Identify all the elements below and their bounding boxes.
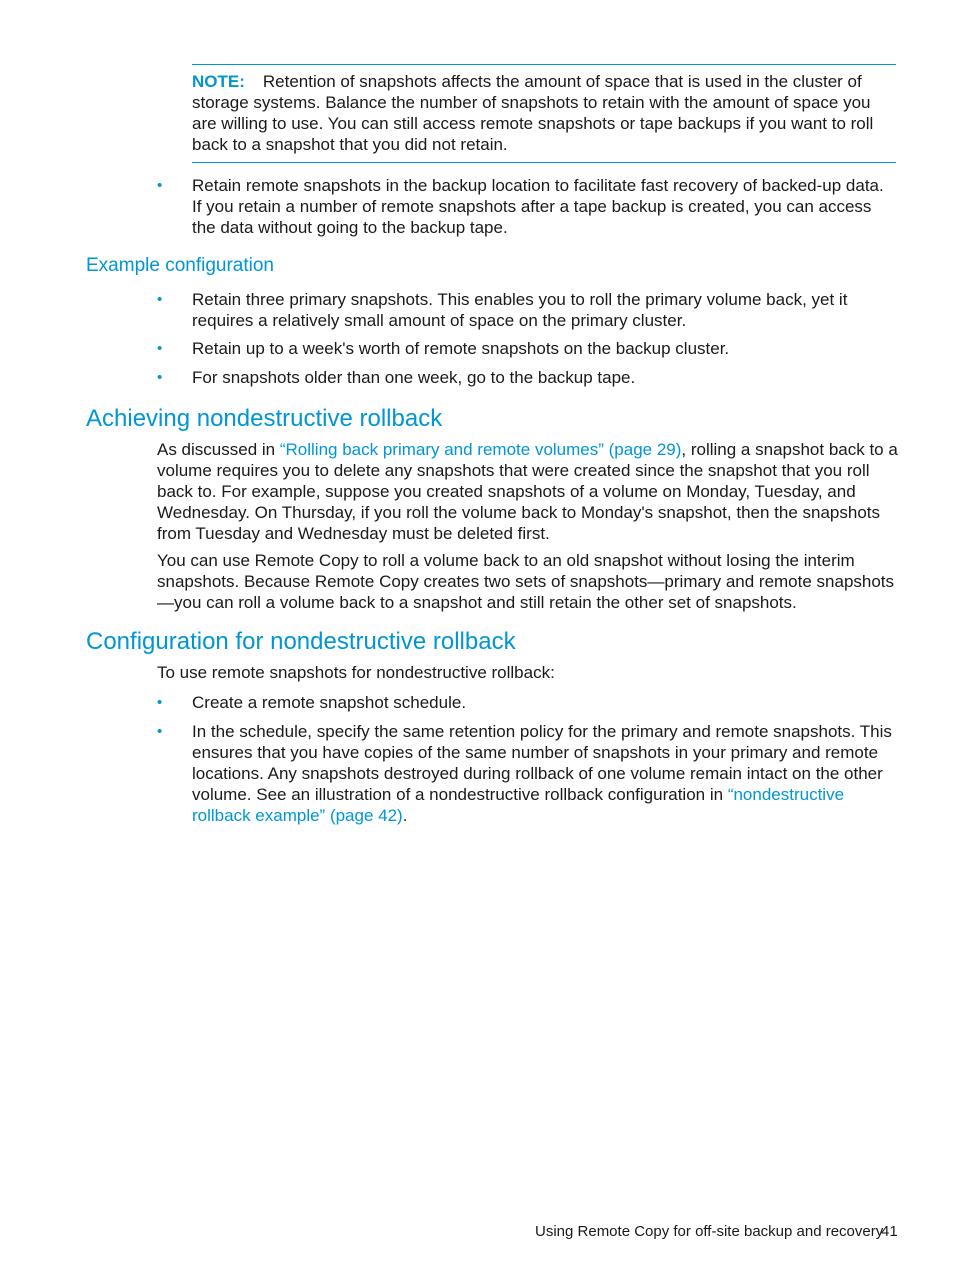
section-heading: Configuration for nondestructive rollback (86, 628, 516, 655)
list-item (157, 338, 897, 359)
bullet-icon: • (157, 340, 163, 357)
paragraph-text: , rolling a snapshot back to a volume requires you to delete any snapshots that were created since the snapshot that you roll back to. For example, suppose you created snapshots of a volume on Monday, Tuesday, and Wednesday. On Thursday, if you roll the volume back to Monday's snapshot, then the snapshots from Tuesday and Wednesday must be deleted first. (157, 440, 898, 543)
list-item (157, 289, 897, 331)
note-box (192, 64, 896, 163)
list-item-text: Create a remote snapshot schedule. (192, 693, 467, 712)
list-item-text-part: In the schedule, specify the same retention policy for the primary and remote snapshots. This ensures that you have copies of the same number of snapshots in your primary and remote locations. Any snapshots destroyed during rollback of one volume remain intact on the other volume. See an illustration of a nondestructive rollback configuration in (192, 722, 892, 804)
list-item-text: For snapshots older than one week, go to the backup tape. (192, 368, 636, 387)
section-subheading: Example configuration (86, 255, 274, 276)
list-item (157, 175, 897, 238)
bullet-icon: • (157, 723, 163, 740)
body-paragraph: You can use Remote Copy to roll a volume back to an old snapshot without losing the interim snapshots. Because Remote Copy creates two sets of snapshots—primary and remote snapshots—you can roll a volume back to a snapshot and still retain the other set of snapshots. (157, 551, 895, 612)
note-paragraph (192, 71, 896, 155)
bullet-icon: • (157, 177, 163, 194)
list-item-text (192, 721, 897, 826)
list-item-text: Retain three primary snapshots. This enables you to roll the primary volume back, yet it requires a relatively small amount of space on the primary cluster. (192, 290, 848, 330)
paragraph-text: As discussed in (157, 440, 280, 459)
bullet-icon: • (157, 369, 163, 386)
cross-reference-link[interactable]: “Rolling back primary and remote volumes” (page 29) (279, 440, 682, 459)
cross-reference-link[interactable]: “nondestructive rollback example” (page 42) (192, 785, 845, 825)
body-paragraph (157, 439, 899, 544)
section-heading: Achieving nondestructive rollback (86, 405, 443, 432)
bullet-icon: • (157, 694, 163, 711)
footer-title: Using Remote Copy for off-site backup and recovery (535, 1223, 884, 1240)
note-label: NOTE: (192, 72, 245, 91)
list-item (157, 692, 897, 713)
bullet-icon: • (157, 291, 163, 308)
page-number: 41 (881, 1223, 898, 1240)
list-item-text-part: . (402, 806, 408, 825)
list-item-text: Retain up to a week's worth of remote snapshots on the backup cluster. (192, 339, 730, 358)
list-item (157, 367, 897, 388)
body-paragraph: To use remote snapshots for nondestructive rollback: (157, 663, 555, 682)
note-text: Retention of snapshots affects the amount of space that is used in the cluster of storage systems. Balance the number of snapshots to retain with the amount of space you are willing to use. You can still access remote snapshots or tape backups if you want to roll back to a snapshot that you did not retain. (192, 72, 874, 154)
list-item-text: Retain remote snapshots in the backup location to facilitate fast recovery of backed-up data. If you retain a number of remote snapshots after a tape backup is created, you can access the data without going to the backup tape. (192, 176, 884, 237)
list-item (157, 721, 897, 826)
